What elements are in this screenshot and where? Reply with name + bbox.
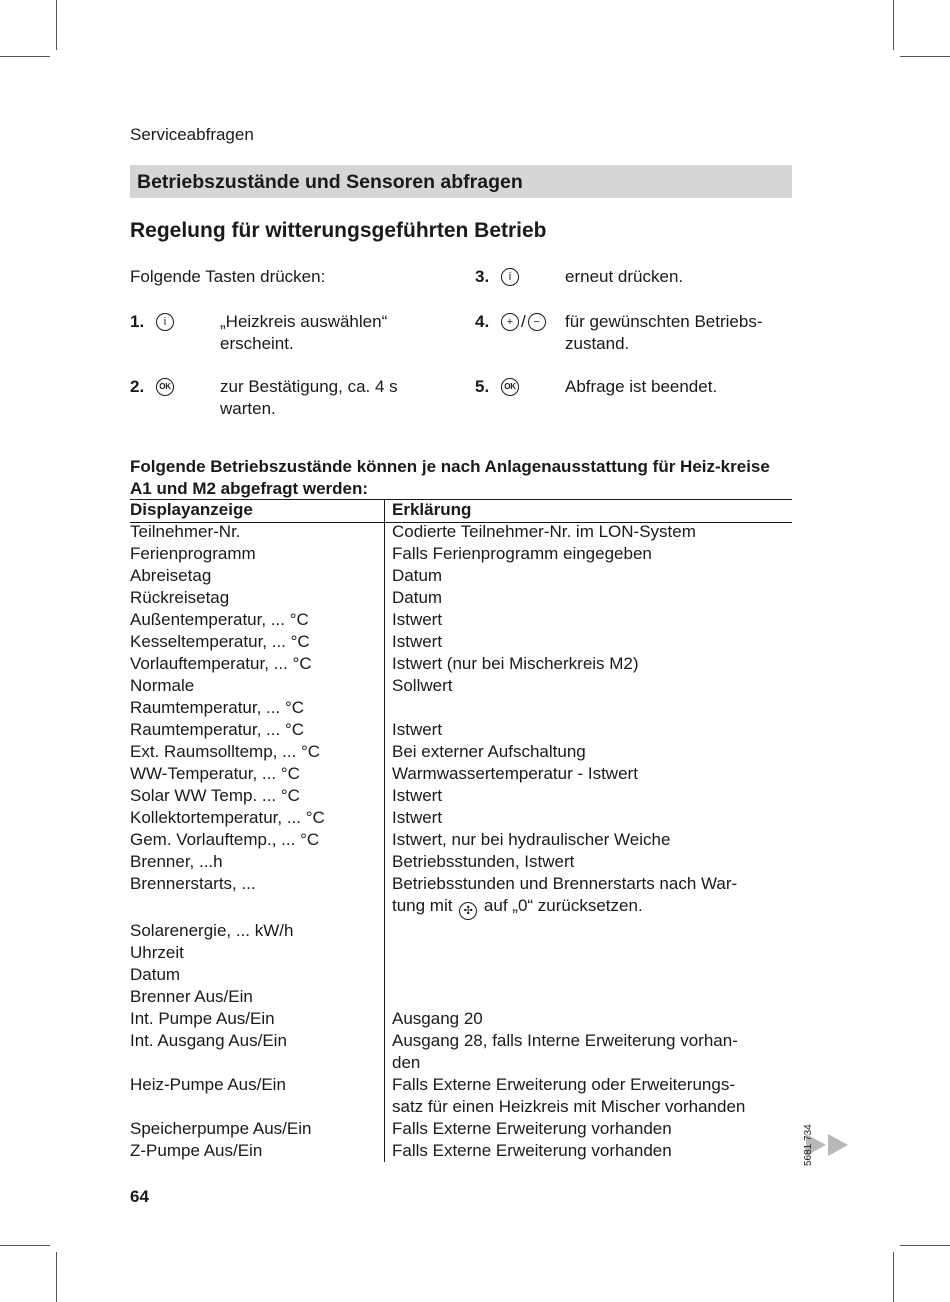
table-row xyxy=(130,873,792,895)
explanation-cell xyxy=(392,964,792,986)
crop-mark xyxy=(0,56,50,57)
display-cell: Abreisetag xyxy=(130,566,212,585)
table-row xyxy=(130,829,792,851)
display-cell: Raumtemperatur, ... °C xyxy=(130,698,305,717)
step-number: 2. xyxy=(130,377,145,396)
explanation-cell: Codierte Teilnehmer-Nr. im LON-System xyxy=(392,522,696,541)
crop-mark xyxy=(0,1245,50,1246)
explanation-cell xyxy=(392,942,792,964)
explanation-cell: satz für einen Heizkreis mit Mischer vorhanden xyxy=(392,1097,746,1116)
table-row xyxy=(130,697,792,719)
explanation-cell: Istwert xyxy=(392,786,443,805)
crop-mark xyxy=(900,1245,950,1246)
display-cell: Ext. Raumsolltemp, ... °C xyxy=(130,742,321,761)
explanation-cell: Falls Ferienprogramm eingegeben xyxy=(392,544,652,563)
table-row xyxy=(130,851,792,873)
step-number: 3. xyxy=(475,267,490,286)
table-row xyxy=(130,521,792,543)
display-cell: Vorlauftemperatur, ... °C xyxy=(130,654,312,673)
explanation-cell: Sollwert xyxy=(392,676,453,695)
explanation-cell: Istwert xyxy=(392,720,443,739)
display-cell: Brenner, ...h xyxy=(130,852,223,871)
key-group xyxy=(501,268,519,286)
info-button-icon: i xyxy=(156,313,174,331)
table-body xyxy=(130,499,792,1162)
table-row xyxy=(130,631,792,653)
ok-button-icon: OK xyxy=(156,378,174,396)
key-group xyxy=(501,313,546,331)
display-cell: Normale xyxy=(130,676,195,695)
explanation-cell: Betriebsstunden und Brennerstarts nach War- xyxy=(392,874,738,893)
display-cell: Ferienprogramm xyxy=(130,544,256,563)
table-row xyxy=(130,1096,792,1118)
step-number: 1. xyxy=(130,312,145,331)
ok-button-icon: OK xyxy=(501,378,519,396)
step-number: 4. xyxy=(475,312,490,331)
display-cell: Brennerstarts, ... xyxy=(130,874,256,893)
step-number: 5. xyxy=(475,377,490,396)
display-cell: Gem. Vorlauftemp., ... °C xyxy=(130,830,320,849)
explanation-cell: Bei externer Aufschaltung xyxy=(392,742,586,761)
display-cell: Rückreisetag xyxy=(130,588,230,607)
display-cell: Kollektortemperatur, ... °C xyxy=(130,808,325,827)
table-title: Folgende Betriebszustände können je nach Anlagenausstattung für Heiz-kreise A1 und M2 abgefragt werden: xyxy=(130,457,770,498)
explanation-cell: den xyxy=(392,1053,421,1072)
explanation-cell xyxy=(392,697,792,719)
table-row xyxy=(130,609,792,631)
table-row xyxy=(130,565,792,587)
display-cell: WW-Temperatur, ... °C xyxy=(130,764,300,783)
display-cell: Uhrzeit xyxy=(130,943,184,962)
page-number: 64 xyxy=(130,1187,149,1206)
column-header-display: Displayanzeige xyxy=(130,500,253,519)
key-group xyxy=(156,313,174,331)
crop-mark xyxy=(56,0,57,50)
explanation-cell: Istwert xyxy=(392,632,443,651)
display-cell: Brenner Aus/Ein xyxy=(130,987,253,1006)
table-row xyxy=(130,675,792,697)
step-text: zur Bestätigung, ca. 4 s warten. xyxy=(220,377,398,418)
table-row xyxy=(130,653,792,675)
table-row xyxy=(130,1008,792,1030)
crop-mark xyxy=(56,1252,57,1302)
display-cell: Teilnehmer-Nr. xyxy=(130,522,241,541)
display-cell xyxy=(130,895,392,920)
table-row xyxy=(130,587,792,609)
table-row xyxy=(130,543,792,565)
arrow-right-icon xyxy=(828,1134,848,1156)
explanation-cell: Istwert xyxy=(392,610,443,629)
step-text: erneut drücken. xyxy=(565,267,684,286)
key-group xyxy=(156,378,174,396)
explanation-cell: Istwert xyxy=(392,808,443,827)
table-row xyxy=(130,895,792,920)
key-separator: / xyxy=(521,312,526,331)
table-row xyxy=(130,920,792,942)
table-row xyxy=(130,986,792,1008)
explanation-cell xyxy=(392,920,792,942)
display-cell: Solar WW Temp. ... °C xyxy=(130,786,300,805)
explanation-cell: Ausgang 20 xyxy=(392,1009,483,1028)
table-row xyxy=(130,1140,792,1162)
explanation-cell xyxy=(392,895,792,920)
crop-mark xyxy=(900,56,950,57)
display-cell xyxy=(130,1096,392,1118)
explanation-text: tung mit xyxy=(392,896,458,915)
explanation-cell: Betriebsstunden, Istwert xyxy=(392,852,575,871)
display-cell: Datum xyxy=(130,965,181,984)
display-cell: Int. Pumpe Aus/Ein xyxy=(130,1009,275,1028)
table-row xyxy=(130,741,792,763)
display-cell: Außentemperatur, ... °C xyxy=(130,610,309,629)
explanation-cell: Datum xyxy=(392,566,443,585)
table-row xyxy=(130,1118,792,1140)
display-cell: Z-Pumpe Aus/Ein xyxy=(130,1141,263,1160)
table-row xyxy=(130,1074,792,1096)
crop-mark xyxy=(893,1252,894,1302)
intro-text: Folgende Tasten drücken: xyxy=(130,267,326,286)
explanation-cell: Falls Externe Erweiterung oder Erweiterungs- xyxy=(392,1075,735,1094)
document-number: 5681 734 xyxy=(803,1124,814,1166)
display-cell: Solarenergie, ... kW/h xyxy=(130,921,294,940)
explanation-cell: Warmwassertemperatur - Istwert xyxy=(392,764,638,783)
step-text: Abfrage ist beendet. xyxy=(565,377,718,396)
plus-button-icon: + xyxy=(501,313,519,331)
explanation-cell: Falls Externe Erweiterung vorhanden xyxy=(392,1141,672,1160)
table-row xyxy=(130,942,792,964)
display-cell: Heiz-Pumpe Aus/Ein xyxy=(130,1075,286,1094)
table-row xyxy=(130,1030,792,1052)
display-cell: Kesseltemperatur, ... °C xyxy=(130,632,310,651)
display-cell: Speicherpumpe Aus/Ein xyxy=(130,1119,312,1138)
explanation-cell: Ausgang 28, falls Interne Erweiterung vorhan- xyxy=(392,1031,738,1050)
display-cell: Raumtemperatur, ... °C xyxy=(130,720,305,739)
table-row xyxy=(130,964,792,986)
info-button-icon: i xyxy=(501,268,519,286)
status-table xyxy=(130,499,792,1162)
table-row xyxy=(130,763,792,785)
step-text: für gewünschten Betriebs-zustand. xyxy=(565,312,763,353)
reset-button-icon: ✣ xyxy=(459,902,477,920)
explanation-cell xyxy=(392,986,792,1008)
running-head: Serviceabfragen xyxy=(130,125,254,144)
step-text: „Heizkreis auswählen“ erscheint. xyxy=(220,312,388,353)
minus-button-icon: − xyxy=(528,313,546,331)
explanation-cell: Istwert (nur bei Mischerkreis M2) xyxy=(392,654,639,673)
display-cell xyxy=(130,1052,392,1074)
table-row xyxy=(130,719,792,741)
table-header-row xyxy=(130,499,792,521)
explanation-cell: Datum xyxy=(392,588,443,607)
display-cell: Int. Ausgang Aus/Ein xyxy=(130,1031,287,1050)
table-row xyxy=(130,785,792,807)
explanation-cell: Istwert, nur bei hydraulischer Weiche xyxy=(392,830,671,849)
subheading: Regelung für witterungsgeführten Betrieb xyxy=(130,219,547,242)
explanation-cell: Falls Externe Erweiterung vorhanden xyxy=(392,1119,672,1138)
key-group xyxy=(501,378,519,396)
table-row xyxy=(130,1052,792,1074)
crop-mark xyxy=(893,0,894,50)
explanation-text: auf „0“ zurücksetzen. xyxy=(479,896,643,915)
table-row xyxy=(130,807,792,829)
section-title: Betriebszustände und Sensoren abfragen xyxy=(130,165,792,198)
column-header-explanation: Erklärung xyxy=(392,500,472,519)
